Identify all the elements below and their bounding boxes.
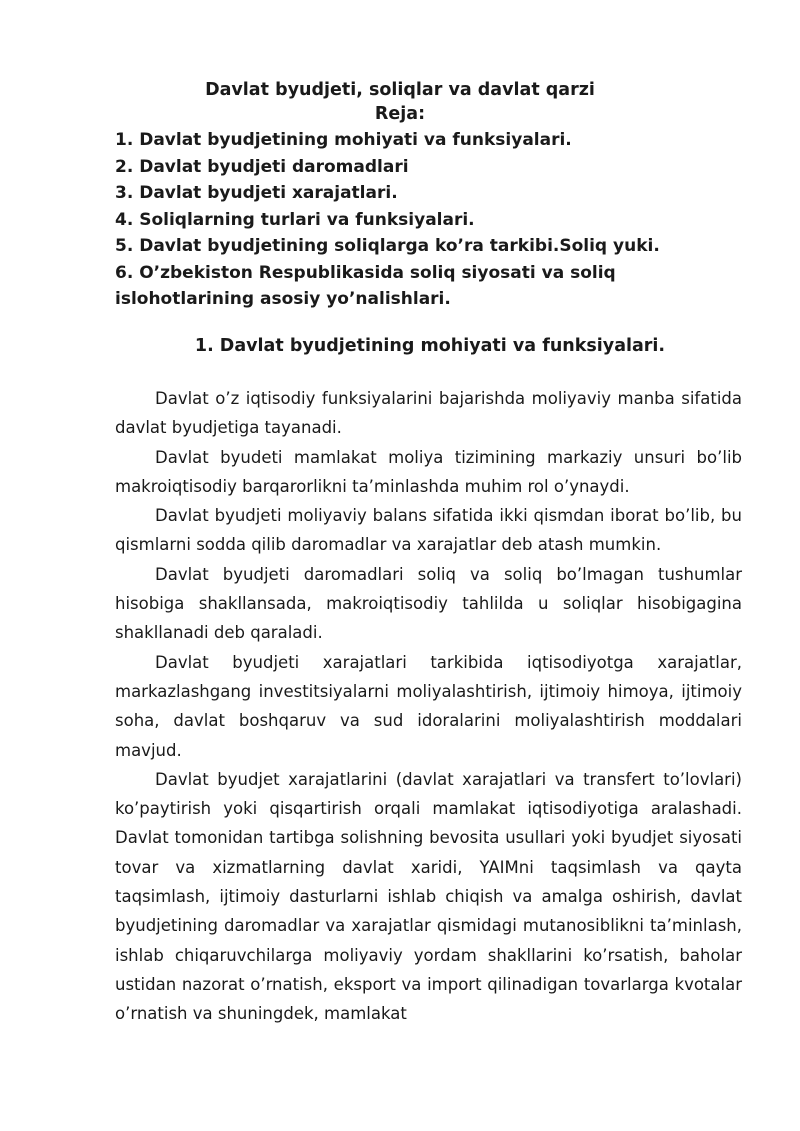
section-heading: 1. Davlat byudjetining mohiyati va funksiyalari.: [194, 336, 666, 356]
plan-item: 4. Soliqlarning turlari va funksiyalari.: [115, 209, 475, 230]
plan-item: 1. Davlat byudjetining mohiyati va funksiyalari.: [115, 130, 572, 150]
document-title: Davlat byudjeti, soliqlar va davlat qarzi: [205, 80, 595, 100]
paragraph: Davlat byudjeti daromadlari soliq va soliq bo’lmagan tushumlar hisobiga shakllansada, makroiqtisodiy tahlilda u soliqlar hisobigagina shakllanadi deb qaraladi.: [115, 564, 742, 643]
plan-item: 3. Davlat byudjeti xarajatlari.: [115, 183, 398, 203]
plan-item: 2. Davlat byudjeti daromadlari: [115, 156, 409, 177]
paragraph: Davlat byudjeti moliyaviy balans sifatida ikki qismdan iborat bo’lib, bu qismlarni sodda qilib daromadlar va xarajatlar deb atash mumkin.: [115, 506, 742, 555]
paragraph: Davlat o’z iqtisodiy funksiyalarini bajarishda moliyaviy manba sifatida davlat byudjetiga tayanadi.: [115, 389, 742, 438]
plan-heading: Reja:: [374, 104, 426, 124]
paragraph: Davlat byudjet xarajatlarini (davlat xarajatlari va transfert to’lovlari) ko’paytirish yoki qisqartirish orqali mamlakat iqtisodiyotiga aralashadi. Davlat tomonidan tartibga solishning bevosita usullari yoki byudjet siyosati tovar va xizmatlarning davlat xaridi, YAIMni taqsimlash va qayta taqsimlash, ijtimoiy dasturlarni ishlab chiqish va amalga oshirish, davlat byudjetining daromadlar va xarajatlar qismidagi mutanosiblikni ta’minlash, ishlab chiqaruvchilarga moliyaviy yordam shakllarini ko’rsatish, baholar ustidan nazorat o’rnatish, eksport va import qilinadigan tovarlarga kvotalar o’rnatish va shuningdek, mamlakat: [115, 769, 742, 1024]
paragraph: Davlat byudjeti xarajatlari tarkibida iqtisodiyotga xarajatlar, markazlashgang investitsiyalarni moliyalashtirish, ijtimoiy himoya, ijtimoiy soha, davlat boshqaruv va sud idoralarini moliyalashtirish moddalari mavjud.: [115, 652, 742, 760]
plan-item: 6. O’zbekiston Respublikasida soliq siyosati va soliq islohotlarining asosiy yo’nalishlari.: [115, 262, 616, 309]
plan-item: 5. Davlat byudjetining soliqlarga ko’ra tarkibi.Soliq yuki.: [115, 236, 660, 256]
plan-list: [115, 127, 745, 313]
body-text: [115, 384, 742, 1029]
paragraph: Davlat byudeti mamlakat moliya tizimining markaziy unsuri bo’lib makroiqtisodiy barqarorlikni ta’minlashda muhim rol o’ynaydi.: [115, 447, 742, 496]
